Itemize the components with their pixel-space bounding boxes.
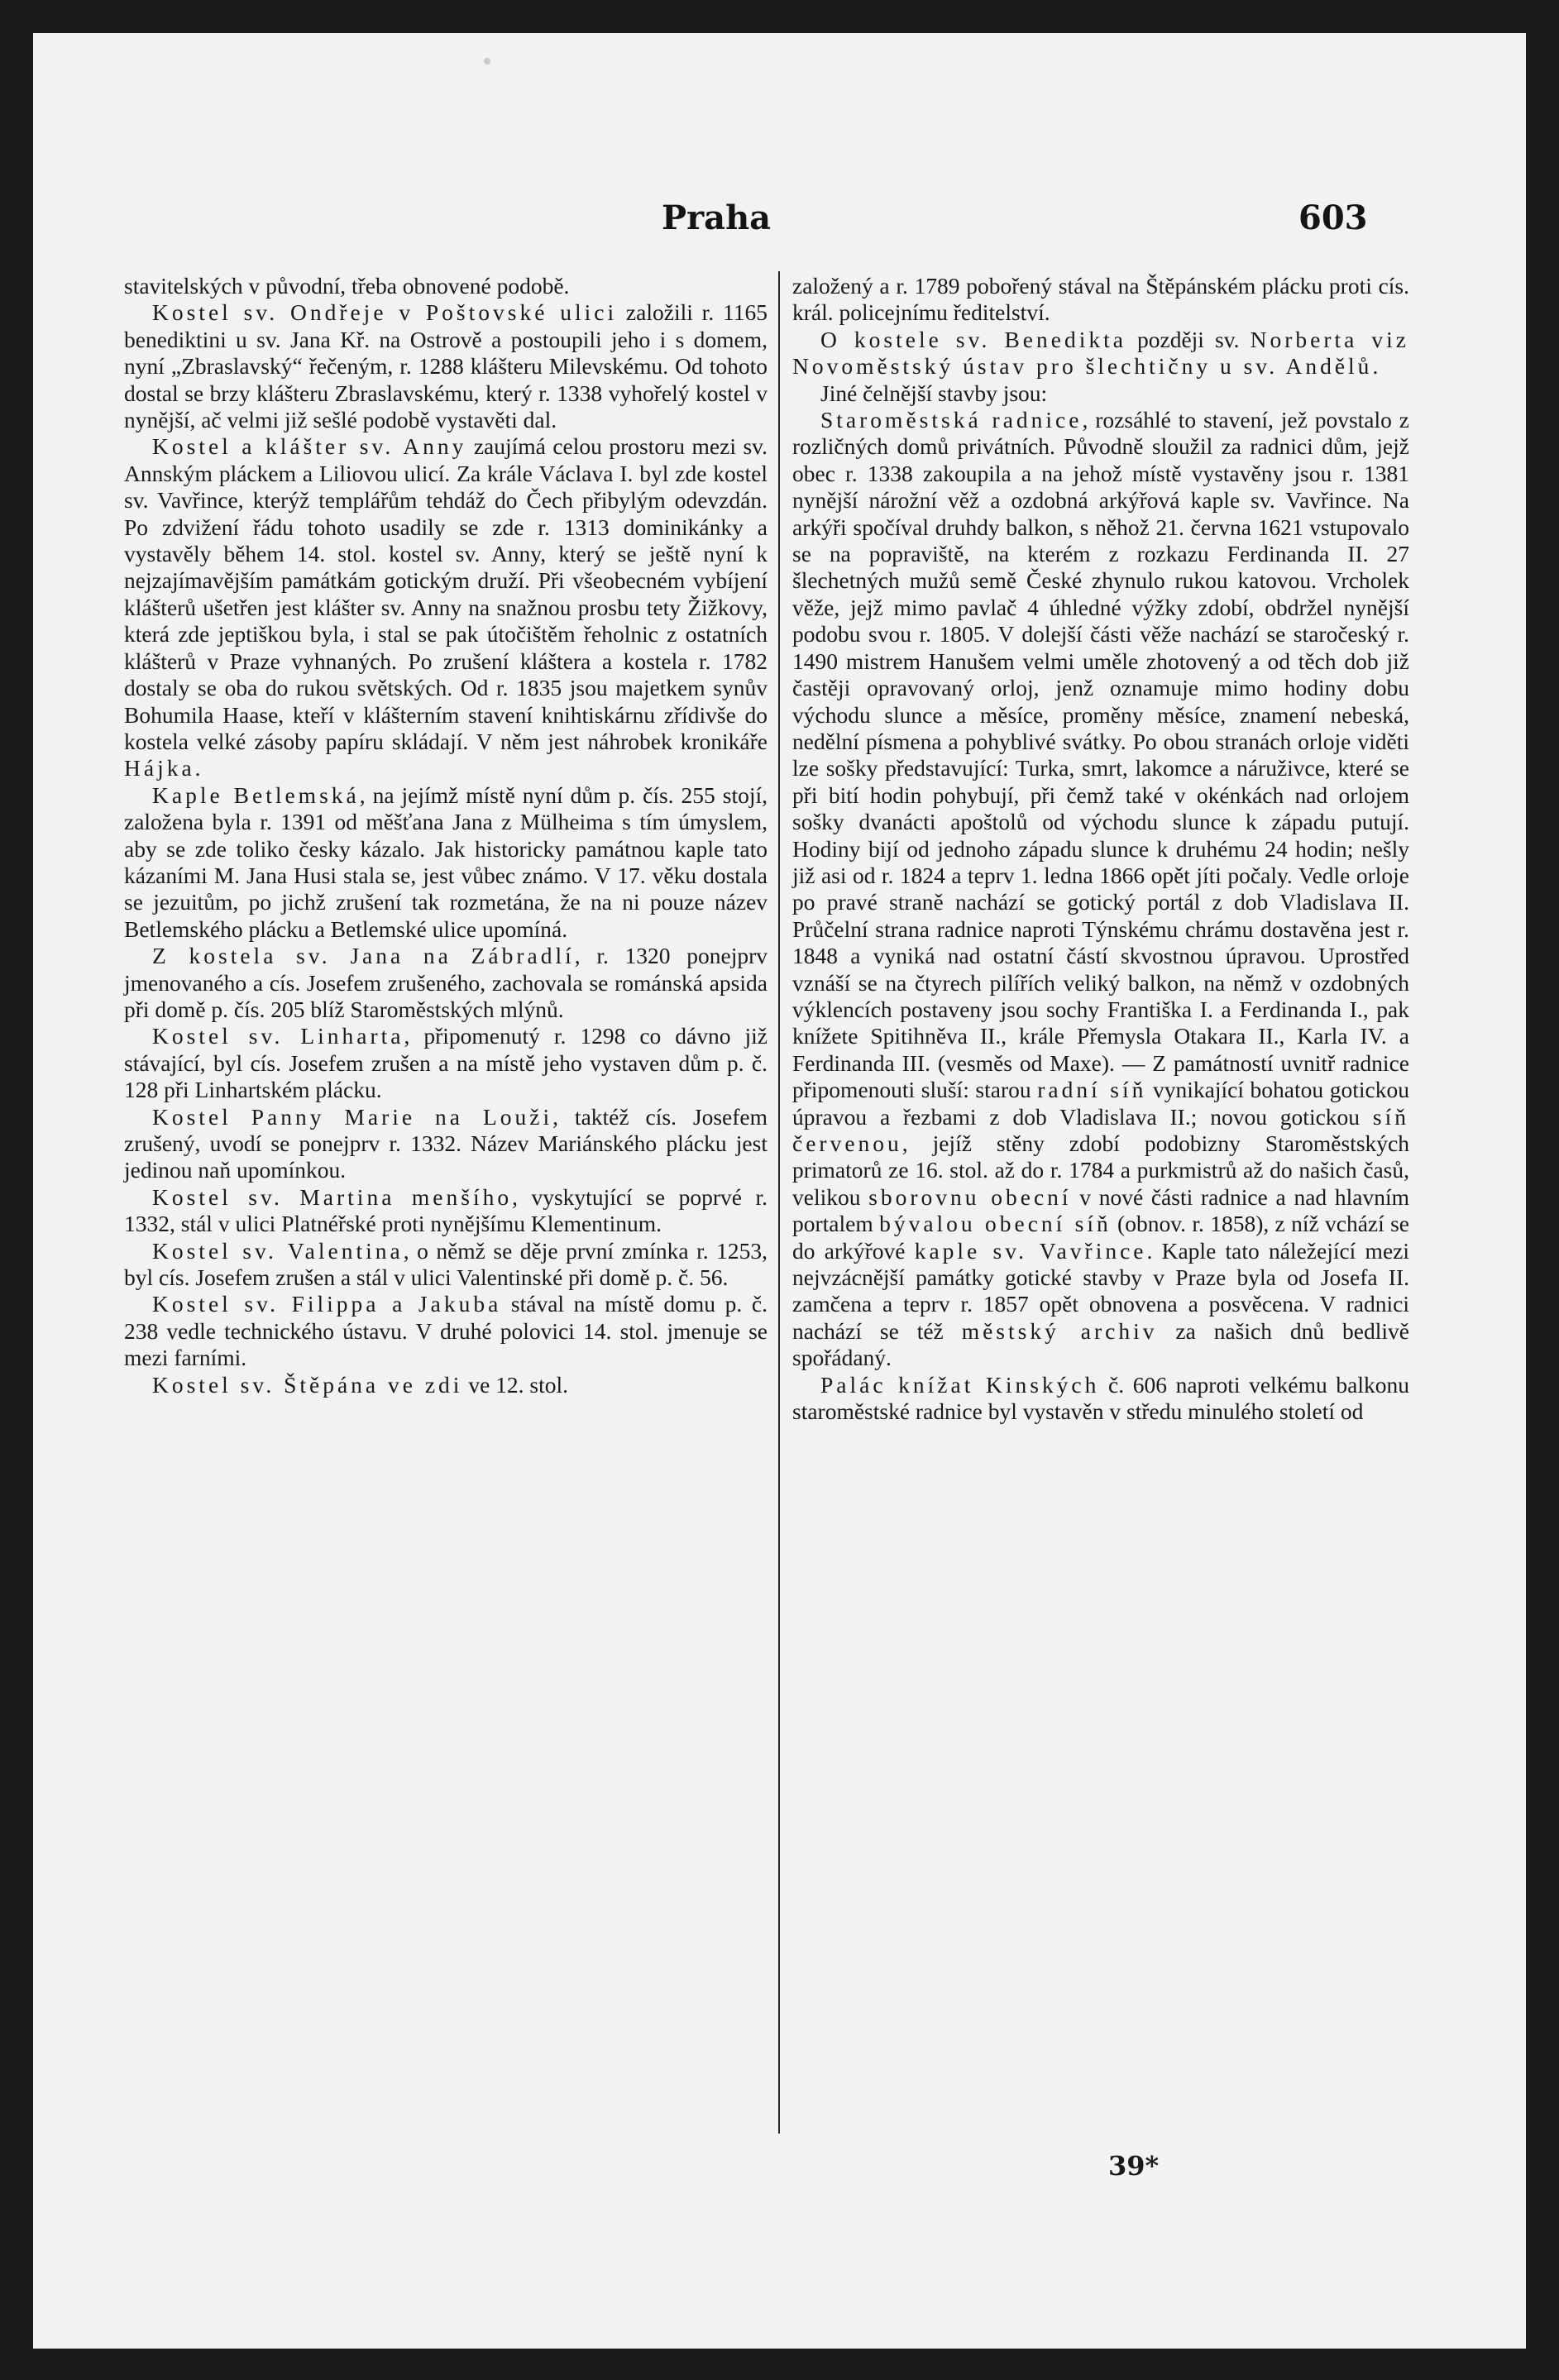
- paragraph: [124, 1104, 768, 1184]
- spaced-heading: Kostel sv. Linharta: [152, 1023, 404, 1049]
- text-run: .: [194, 755, 201, 781]
- text-run: ve 12. stol.: [462, 1371, 569, 1398]
- paragraph: [124, 1023, 768, 1103]
- text-run: stával na místě domu p. č. 238 vedle technického ústavu. V druhé polovici 14. stol. jmenuje se mezi farními.: [124, 1291, 768, 1371]
- right-column: [792, 273, 1409, 1425]
- text-run: , rozsáhlé to stavení, jež povstalo z rozličných domů privátních. Původně sloužil za radnici dům, jejž obec r. 1338 zakoupila a na jehož místě vystavěny jsou r. 1381 nynější nárožní věž a ozdobná arkýřová kaple sv. Vavřince. Na arkýři spočíval druhdy balkon, s něhož 21. června 1621 vstupovalo se na popraviště, na kterém z rozkazu Ferdinanda II. 27 šlechetných mužů semě České zhynulo rukou katovou. Vrcholek věže, jejž mimo pavlač 4 úhledné výžky zdobí, obdržel nynější podobu svou r. 1805. V dolejší části věže nachází se staročeský r. 1490 mistrem Hanušem velmi uměle zhotovený a od těch dob již častěji opravovaný orloj, jenž oznamuje mimo hodiny dobu východu slunce a měsíce, proměny měsíce, znamení nebeská, nedělní písmena a pohyblivé svátky. Po obou stranách orloje viděti lze sošky představující: Turka, smrt, lakomce a náruživce, které se při bití hodin pohybují, při čemž také v okénkách nad orlojem sošky dvanácti apoštolů od východu slunce k západu putují. Hodiny bijí od jednoho západu slunce k druhému 24 hodin; nešly již asi od r. 1824 a teprv 1. ledna 1866 opět jíti počaly. Vedle orloje po pravé straně nachází se gotický portál z dob Vladislava II. Průčelní strana radnice naproti Týnskému chrámu dostavěna jest r. 1848 a vyniká nad ostatní částí skvostnou úpravou. Uprostřed vznáší se na čtyrech pilířích veliký balkon, na němž v ozdobných výklencích postaveny jsou sochy Františka I. a Ferdinanda I., pak knížete Spitihněva II., krále Přemysla Otakara II., Karla IV. a Ferdinanda III. (vesměs od Maxe). — Z památností uvnitř radnice připomenouti sluší: starou: [792, 407, 1409, 1103]
- spaced-heading: Kostel Panny Marie na Louži: [152, 1103, 553, 1130]
- spaced-name: Hájka: [124, 755, 195, 781]
- paragraph: [124, 943, 768, 1023]
- paragraph: [792, 407, 1409, 1372]
- spaced-name: radní síň: [1037, 1077, 1147, 1103]
- text-run: vynikající bohatou gotickou úpravou a řezbami z dob Vladislava II.; novou gotickou: [792, 1077, 1409, 1130]
- text-run: zaujímá celou prostoru mezi sv. Annským pláckem a Liliovou ulicí. Za krále Václava I. byl zde kostel sv. Vavřince, kterýž templářům tehdáž do Čech přibylým odevzdán. Po zdvižení řádu tohoto usadily se zde r. 1313 dominikánky a vystavěly během 14. stol. kostel sv. Anny, který se ještě nyní k nejzajímavějším památkám gotickým druží. Při všeobecném vybíjení klášterů ušetřen jest klášter sv. Anny na snažnou prosbu tety Žižkovy, která zde jeptiškou byla, i stal se pak útočištěm řeholnic z ostatních klášterů v Praze vyhnaných. Po zrušení kláštera a kostela r. 1782 dostaly se oba do rukou světských. Od r. 1835 jsou majetkem synův Bohumila Haase, kteří v klášterním stavení knihtiskárnu zřídivše do kostela velké zásoby papíru skládají. V něm jest náhrobek kronikáře: [124, 433, 768, 754]
- text-run: v nové části radnice a nad hlavním portalem: [792, 1183, 1409, 1237]
- text-run: založený a r. 1789 pobořený stával na Štěpánském plácku proti cís. král. policejnímu ředitelství.: [792, 273, 1409, 326]
- text-run: č. 606 naproti velkému balkonu staroměstské radnice byl vystavěn v středu minulého století od: [792, 1371, 1409, 1425]
- text-run: .: [1372, 353, 1379, 380]
- running-head: [33, 198, 1526, 240]
- text-run: , r. 1320 ponejprv jmenovaného a cís. Josefem zrušeného, zachovala se románská apsida při domě p. čís. 205 blíž Staroměstských mlýnů.: [124, 943, 768, 1022]
- text-run: , taktéž cís. Josefem zrušený, uvodí se ponejprv r. 1332. Název Mariánského plácku jest jedinou naň upomínkou.: [124, 1103, 768, 1183]
- spaced-heading: Kostel sv. Martina menšího: [152, 1183, 513, 1210]
- signature-mark: 39*: [1108, 2150, 1160, 2182]
- paragraph: [124, 1372, 768, 1398]
- paragraph: [792, 1372, 1409, 1426]
- spaced-name: Norberta viz Novoměstský ústav pro šlechtičny u sv. Andělů: [792, 326, 1409, 380]
- page-number: 603: [1298, 198, 1368, 237]
- text-run: , připomenutý r. 1298 co dávno již stávající, byl cís. Josefem zrušen a na místě jeho vystaven dům p. č. 128 při Linhartském plácku.: [124, 1023, 768, 1103]
- spaced-heading: Kostel sv. Filippa a Jakuba: [152, 1291, 502, 1317]
- spaced-name: kaple sv. Vavřince: [914, 1237, 1147, 1264]
- paragraph: [124, 273, 768, 299]
- spaced-heading: Palác knížat Kinských: [820, 1371, 1100, 1398]
- spaced-heading: Staroměstská radnice: [820, 407, 1083, 433]
- text-run: založili r. 1165 benediktini u sv. Jana Kř. na Ostrově a postoupili jeho i s domem, nyní „Zbraslavský“ řečeným, r. 1288 klášteru Milevskému. Od tohoto dostal se brzy klášteru Zbraslavskému, který r. 1338 vyhořelý kostel v nynější, ač velmi již sešlé podobě vystavěti dal.: [124, 299, 768, 433]
- spaced-name: sborovnu obecní: [868, 1183, 1072, 1210]
- text-run: , na jejímž místě nyní dům p. čís. 255 stojí, založena byla r. 1391 od měšťana Jana z Mülheima s tím úmyslem, aby se zde toliko česky kázalo. Jak historicky památnou kaple tato kázaními M. Jana Husi stala se, jest vůbec známo. V 17. věku dostala se jezuitům, po jichž zrušení tak rozmetána, že na ni pouze název Betlemského plácku a Betlemské ulice upomíná.: [124, 781, 768, 942]
- text-run: stavitelských v původní, třeba obnovené podobě.: [124, 273, 570, 299]
- spaced-heading: Z kostela sv. Jana na Zábradlí: [152, 943, 575, 969]
- spaced-heading: O kostele sv. Benedikta: [820, 326, 1126, 352]
- paragraph: [792, 273, 1409, 327]
- paragraph: [124, 1238, 768, 1292]
- paragraph: [792, 380, 1409, 407]
- paragraph: [124, 299, 768, 433]
- spaced-name: síň červenou: [792, 1103, 1409, 1156]
- spaced-heading: Kostel sv. Štěpána ve zdi: [152, 1371, 463, 1398]
- book-page: [33, 33, 1526, 2349]
- text-run: (obnov. r. 1858), z níž vchází se do arkýřové: [792, 1211, 1409, 1264]
- paragraph: [124, 433, 768, 781]
- paragraph: [124, 782, 768, 943]
- spaced-heading: Kostel sv. Ondřeje v Poštovské ulici: [152, 299, 618, 326]
- column-divider: [778, 271, 780, 2134]
- text-run: za našich dnů bedlivě spořádaný.: [792, 1317, 1409, 1371]
- text-run: později sv.: [1126, 326, 1251, 352]
- spaced-name: městský archiv: [961, 1317, 1158, 1344]
- text-run: , jejíž stěny zdobí podobizny Staroměstských primatorů ze 16. stol. až do r. 1784 a purkmistrů až do našich časů, velikou: [792, 1130, 1409, 1210]
- left-column: [124, 273, 768, 1398]
- spaced-name: bývalou obecní síň: [879, 1211, 1112, 1237]
- spaced-heading: Kaple Betlemská: [152, 781, 360, 808]
- paragraph: [792, 327, 1409, 380]
- spaced-heading: Kostel a klášter sv. Anny: [152, 433, 467, 460]
- text-run: , o němž se děje první zmínka r. 1253, byl cís. Josefem zrušen a stál v ulici Valentinské při domě p. č. 56.: [124, 1237, 768, 1291]
- page-title: Praha: [662, 198, 772, 237]
- text-run: Jiné čelnější stavby jsou:: [820, 380, 1048, 406]
- text-run: , vyskytující se poprvé r. 1332, stál v ulici Platnéřské proti nynějšímu Klementinum.: [124, 1183, 768, 1237]
- spaced-heading: Kostel sv. Valentina: [152, 1237, 404, 1264]
- paper-speck: [484, 58, 490, 65]
- text-run: . Kaple tato náležející mezi nejvzácnější památky gotické stavby v Praze byla od Josefa II. zamčena a teprv r. 1857 opět obnovena a posvěcena. V radnici nachází se též: [792, 1237, 1409, 1344]
- paragraph: [124, 1291, 768, 1371]
- paragraph: [124, 1184, 768, 1238]
